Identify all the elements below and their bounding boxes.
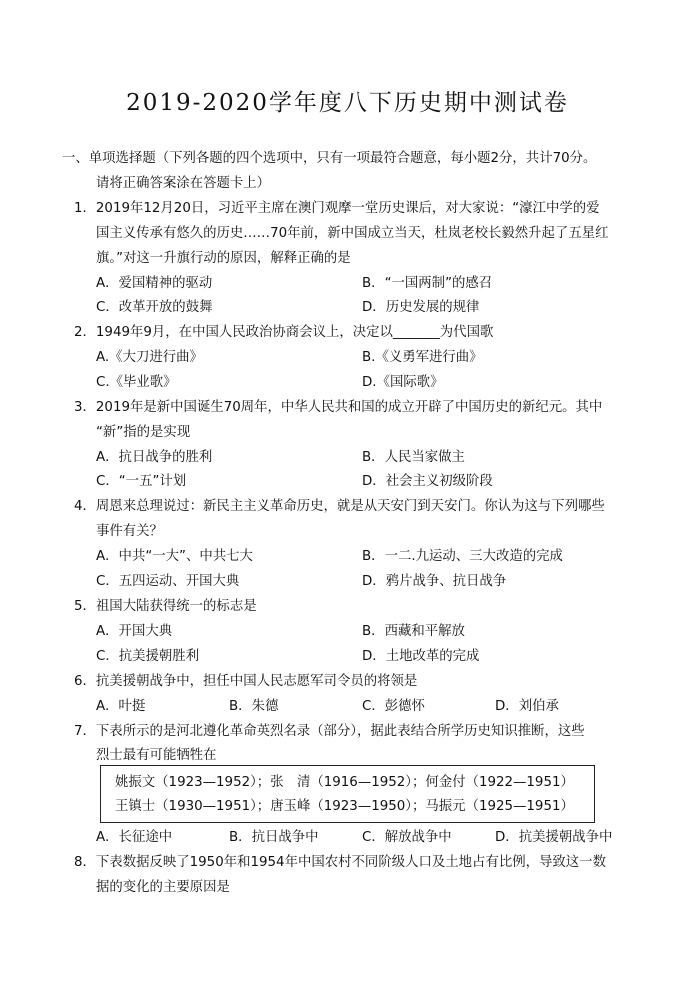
question-2-option-a: A.《大刀进行曲》 [96,350,203,365]
question-1-stem: 1．2019年12月20日，习近平主席在澳门观摩一堂历史课后，对大家说：“濠江中学的爱 [74,201,600,216]
question-7-option-b: B．抗日战争中 [229,830,319,845]
question-5-option-b: B．西藏和平解放 [362,624,465,639]
question-2-stem: 2．1949年9月，在中国人民政治协商会议上，决定以_______为代国歌 [74,325,494,340]
question-4-stem: 事件有关？ [96,524,163,539]
question-5-stem: 5．祖国大陆获得统一的标志是 [74,599,257,614]
question-2-option-d: D.《国际歌》 [362,375,444,390]
question-3-option-b: B．人民当家做主 [362,450,465,465]
question-6-option-c: C．彭德怀 [362,699,425,714]
section-heading-cont: 请将正确答案涂在答题卡上） [96,176,271,191]
question-4-option-d: D．鸦片战争、抗日战争 [362,574,507,589]
question-4-option-a: A．中共“一大”、中共七大 [96,549,253,564]
question-6-option-b: B．朱德 [229,699,279,714]
question-5-option-a: A．开国大典 [96,624,173,639]
question-2-option-b: B.《义勇军进行曲》 [362,350,483,365]
section-heading: 一、单项选择题（下列各题的四个选项中，只有一项最符合题意，每小题2分，共计70分。 [62,151,597,166]
question-3-option-a: A．抗日战争的胜利 [96,450,213,465]
question-1-stem: 国主义传承有悠久的历史……70年前，新中国成立当天，杜岚老校长毅然升起了五星红 [96,226,609,241]
martyr-list-row: 王镇士（1930—1951）；唐玉峰（1923—1950）；马振元（1925—1951） [115,799,574,814]
question-8-stem: 8．下表数据反映了1950年和1954年中国农村不同阶级人口及土地占有比例，导致这一数 [74,855,606,870]
question-7-stem: 烈士最有可能牺牲在 [96,748,217,763]
question-4-stem: 4．周恩来总理说过：新民主主义革命历史，就是从天安门到天安门。你认为这与下列哪些 [74,499,605,514]
question-7-stem: 7．下表所示的是河北遵化革命英烈名录（部分），据此表结合所学历史知识推断，这些 [74,724,585,739]
martyr-list-box [100,765,595,823]
question-3-stem: 3．2019年是新中国诞生70周年，中华人民共和国的成立开辟了中国历史的新纪元。其中 [74,400,603,415]
question-7-option-a: A．长征途中 [96,830,173,845]
question-8-stem: 据的变化的主要原因是 [96,880,230,895]
question-4-option-b: B．一二.九运动、三大改造的完成 [362,549,563,564]
question-6-option-a: A．叶挺 [96,699,146,714]
question-3-option-c: C．“一五”计划 [96,474,187,489]
question-6-stem: 6．抗美援朝战争中，担任中国人民志愿军司令员的将领是 [74,674,418,689]
question-4-option-c: C．五四运动、开国大典 [96,574,240,589]
question-5-option-c: C．抗美援朝胜利 [96,649,200,664]
question-1-stem: 旗。”对这一升旗行动的原因，解释正确的是 [96,251,351,266]
question-5-option-d: D．土地改革的完成 [362,649,480,664]
question-1-option-d: D．历史发展的规律 [362,300,480,315]
question-3-stem: “新”指的是实现 [96,425,191,440]
martyr-list-row: 姚振文（1923—1952）；张 清（1916—1952）；何金付（1922—1951） [115,775,574,790]
question-2-option-c: C.《毕业歌》 [96,375,177,390]
question-1-option-b: B．“一国两制”的感召 [362,276,493,291]
question-7-option-d: D．抗美援朝战争中 [495,830,613,845]
question-1-option-a: A．爱国精神的驱动 [96,276,213,291]
question-7-option-c: C．解放战争中 [362,830,452,845]
question-6-option-d: D．刘伯承 [495,699,559,714]
page-title: 2019-2020学年度八下历史期中测试卷 [126,90,569,116]
question-3-option-d: D．社会主义初级阶段 [362,474,493,489]
question-1-option-c: C．改革开放的鼓舞 [96,300,213,315]
